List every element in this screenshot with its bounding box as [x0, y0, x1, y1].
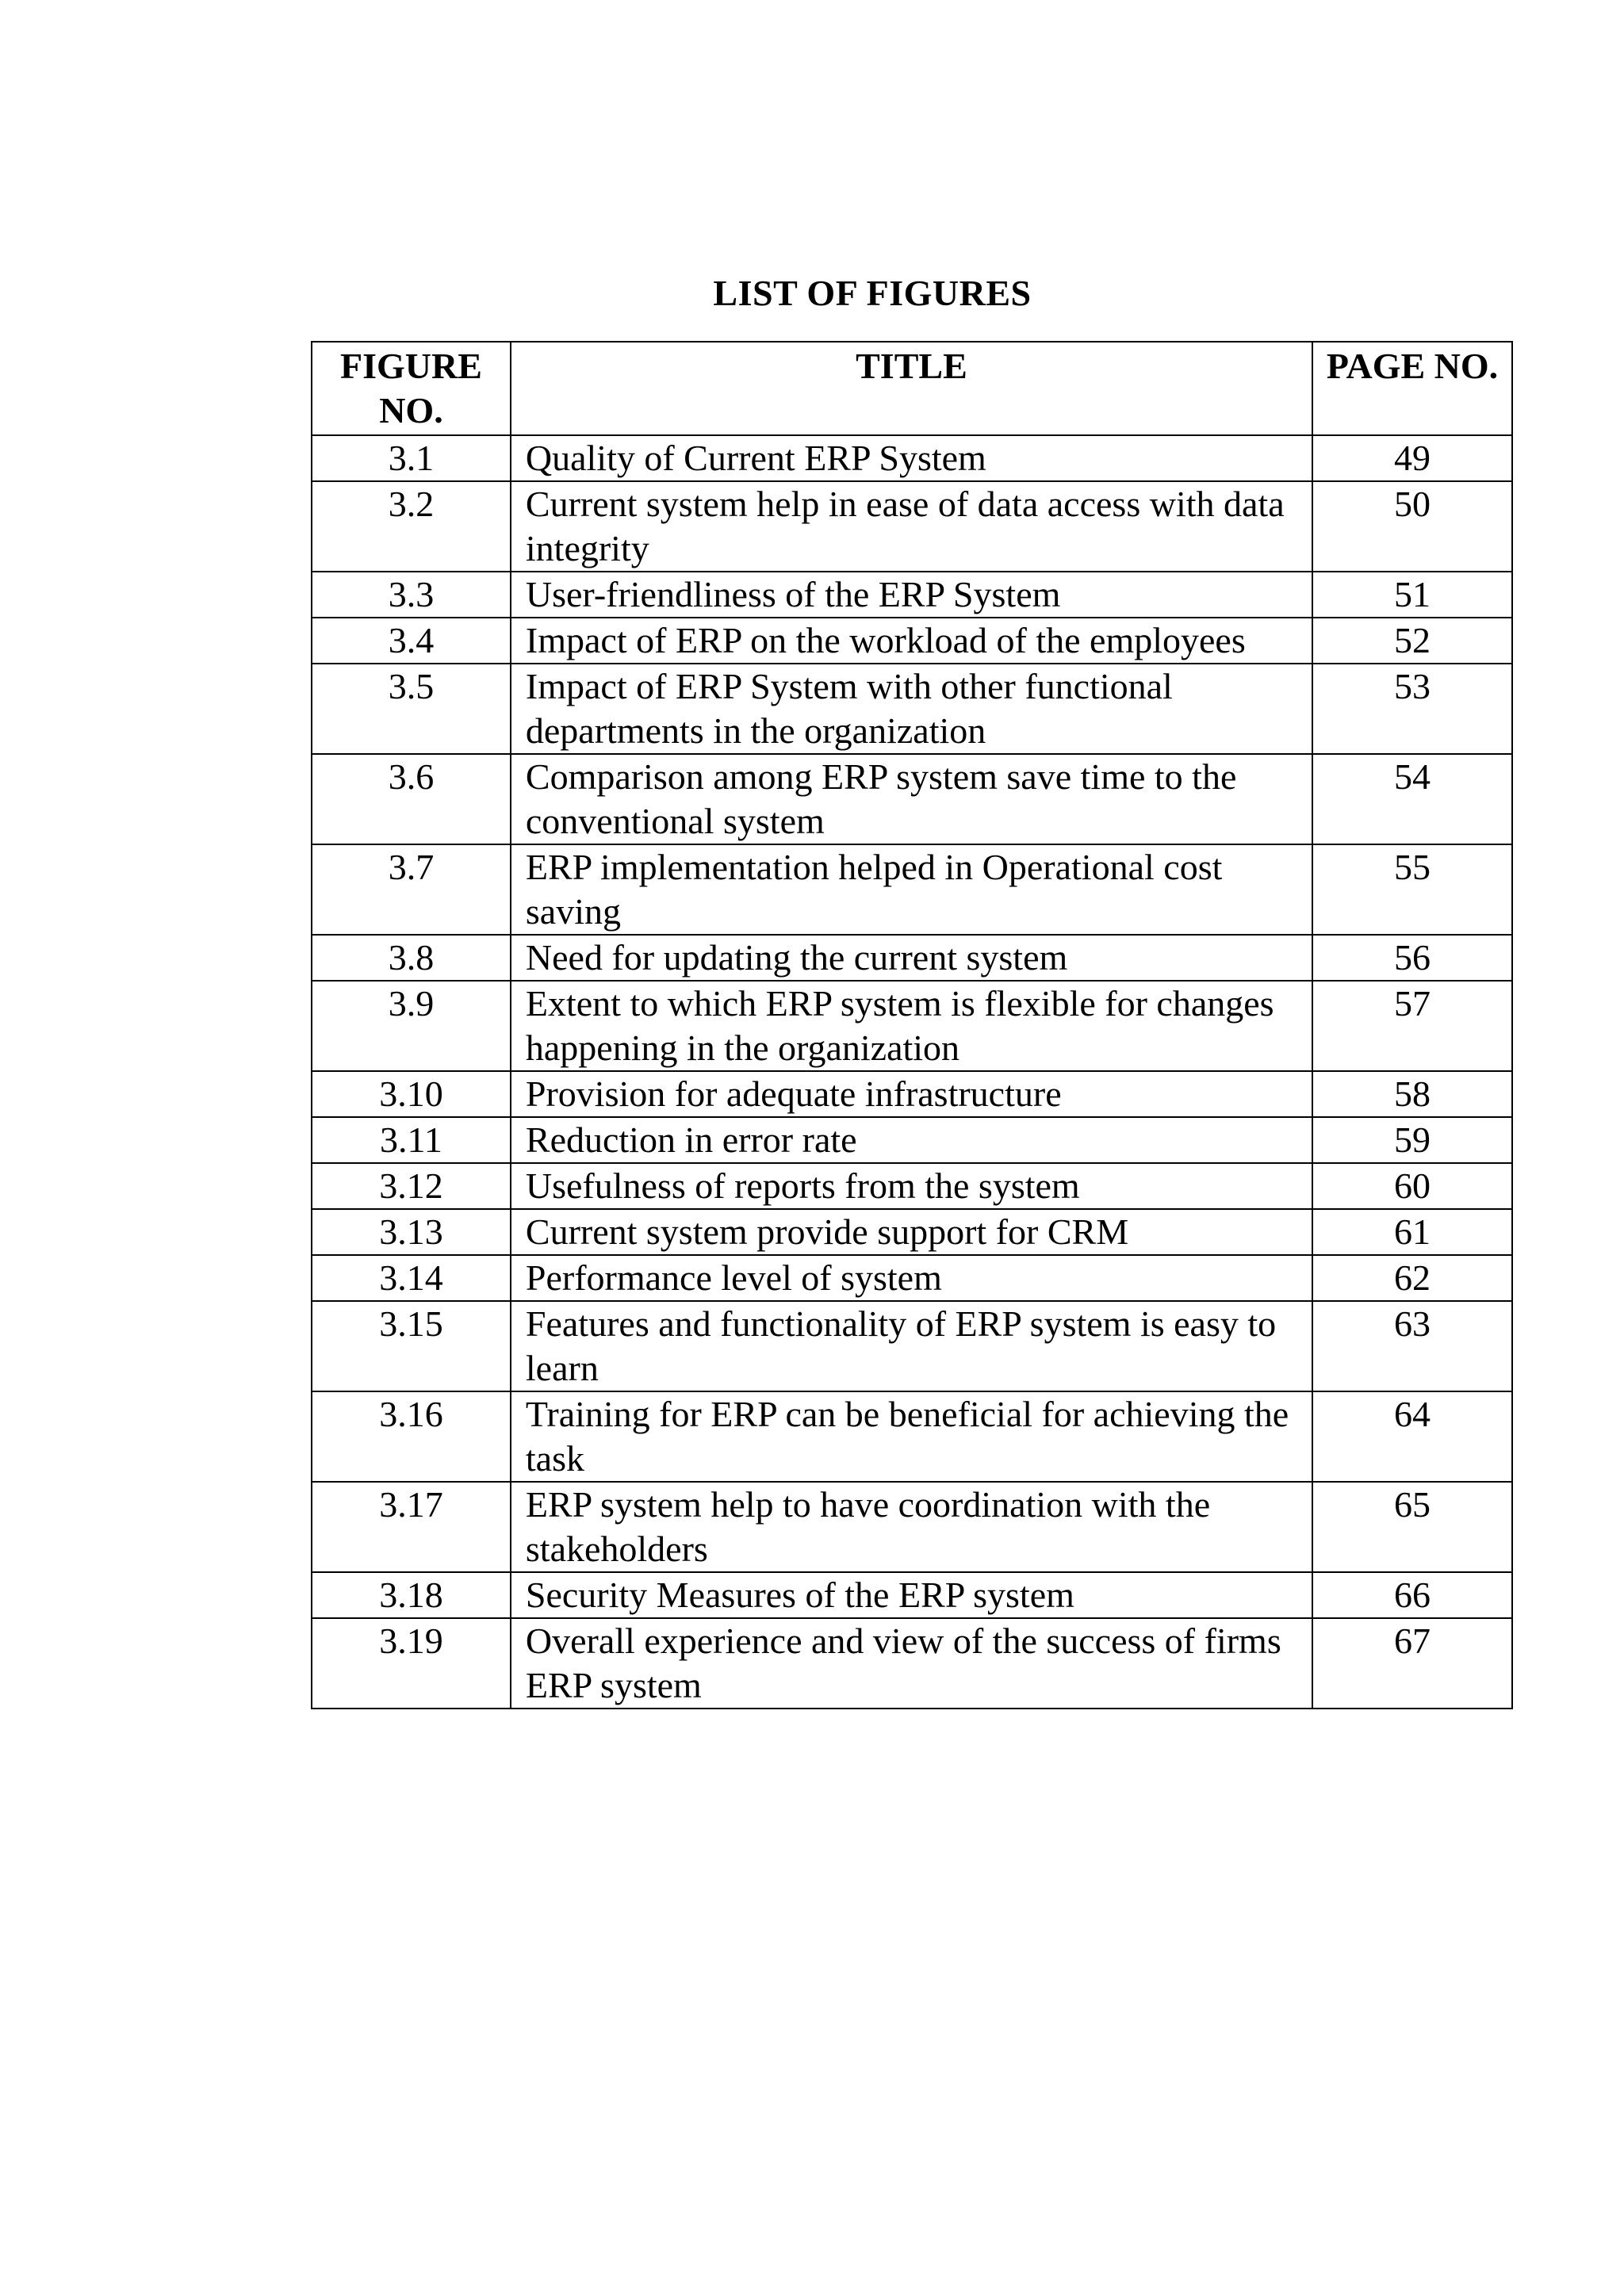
table-row: [312, 1071, 1512, 1117]
page-number: 55: [1312, 844, 1512, 935]
page-number: 57: [1312, 981, 1512, 1071]
page-number: 52: [1312, 618, 1512, 664]
figure-number: 3.7: [312, 844, 511, 935]
figure-title: Extent to which ERP system is flexible for changes happening in the organization: [511, 981, 1312, 1071]
page-number: 63: [1312, 1301, 1512, 1391]
table-row: [312, 1482, 1512, 1572]
page-number: 66: [1312, 1572, 1512, 1618]
figure-number: 3.1: [312, 435, 511, 481]
figure-title: Need for updating the current system: [511, 935, 1312, 981]
page-number: 59: [1312, 1117, 1512, 1163]
table-row: [312, 1618, 1512, 1709]
figure-title: ERP implementation helped in Operational cost saving: [511, 844, 1312, 935]
figure-title: User-friendliness of the ERP System: [511, 572, 1312, 618]
page-number: 56: [1312, 935, 1512, 981]
table-row: [312, 618, 1512, 664]
figure-title: Training for ERP can be beneficial for achieving the task: [511, 1391, 1312, 1482]
table-row: [312, 664, 1512, 754]
figure-title: Security Measures of the ERP system: [511, 1572, 1312, 1618]
page-number: 65: [1312, 1482, 1512, 1572]
page-number: 49: [1312, 435, 1512, 481]
table-row: [312, 981, 1512, 1071]
figure-title: Quality of Current ERP System: [511, 435, 1312, 481]
table-row: [312, 572, 1512, 618]
page-number: 60: [1312, 1163, 1512, 1209]
figure-title: Usefulness of reports from the system: [511, 1163, 1312, 1209]
table-row: [312, 754, 1512, 844]
page-number: 61: [1312, 1209, 1512, 1255]
figure-title: Impact of ERP System with other functional departments in the organization: [511, 664, 1312, 754]
figure-number: 3.9: [312, 981, 511, 1071]
figure-number: 3.5: [312, 664, 511, 754]
figure-number: 3.16: [312, 1391, 511, 1482]
page-number: 50: [1312, 481, 1512, 572]
table-header-row: [312, 342, 1512, 435]
header-page-no: PAGE NO.: [1312, 342, 1512, 435]
page-number: 67: [1312, 1618, 1512, 1709]
table-row: [312, 844, 1512, 935]
table-body: [312, 435, 1512, 1709]
table-row: [312, 1209, 1512, 1255]
table-row: [312, 1391, 1512, 1482]
figure-number: 3.11: [312, 1117, 511, 1163]
page-number: 51: [1312, 572, 1512, 618]
figure-number: 3.8: [312, 935, 511, 981]
header-figure-no: FIGURE NO.: [312, 342, 511, 435]
figure-title: Reduction in error rate: [511, 1117, 1312, 1163]
figure-title: Current system help in ease of data access with data integrity: [511, 481, 1312, 572]
figure-number: 3.13: [312, 1209, 511, 1255]
table-row: [312, 1255, 1512, 1301]
figure-number: 3.14: [312, 1255, 511, 1301]
figure-title: Impact of ERP on the workload of the employees: [511, 618, 1312, 664]
table-row: [312, 435, 1512, 481]
figure-title: Performance level of system: [511, 1255, 1312, 1301]
page-title: LIST OF FIGURES: [713, 273, 1032, 313]
figure-title: Current system provide support for CRM: [511, 1209, 1312, 1255]
page-number: 64: [1312, 1391, 1512, 1482]
figure-number: 3.2: [312, 481, 511, 572]
page-number: 58: [1312, 1071, 1512, 1117]
figure-number: 3.12: [312, 1163, 511, 1209]
figures-table: [311, 341, 1513, 1709]
figure-title: Overall experience and view of the success of firms ERP system: [511, 1618, 1312, 1709]
page-number: 62: [1312, 1255, 1512, 1301]
table-row: [312, 935, 1512, 981]
page-number: 54: [1312, 754, 1512, 844]
figure-number: 3.17: [312, 1482, 511, 1572]
figure-number: 3.6: [312, 754, 511, 844]
figure-title: Features and functionality of ERP system is easy to learn: [511, 1301, 1312, 1391]
table-row: [312, 1301, 1512, 1391]
figure-title: Provision for adequate infrastructure: [511, 1071, 1312, 1117]
figure-title: ERP system help to have coordination with the stakeholders: [511, 1482, 1312, 1572]
figure-number: 3.3: [312, 572, 511, 618]
table-row: [312, 1572, 1512, 1618]
figure-number: 3.19: [312, 1618, 511, 1709]
figure-number: 3.15: [312, 1301, 511, 1391]
table-row: [312, 1117, 1512, 1163]
table-row: [312, 481, 1512, 572]
figure-number: 3.10: [312, 1071, 511, 1117]
header-title: TITLE: [511, 342, 1312, 435]
figure-number: 3.18: [312, 1572, 511, 1618]
page-number: 53: [1312, 664, 1512, 754]
table-row: [312, 1163, 1512, 1209]
figure-number: 3.4: [312, 618, 511, 664]
figure-title: Comparison among ERP system save time to the conventional system: [511, 754, 1312, 844]
